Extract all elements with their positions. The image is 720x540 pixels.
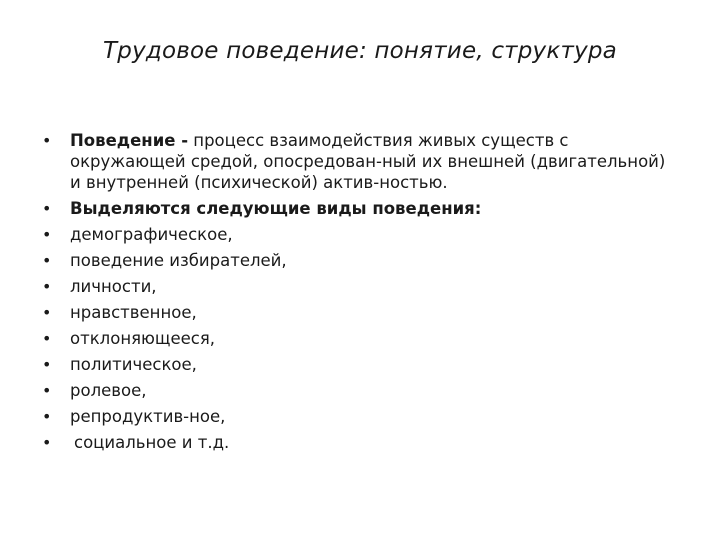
list-item — [40, 276, 680, 297]
definition-term: Поведение - — [70, 131, 189, 150]
list-item-definition — [40, 130, 680, 193]
list-item — [40, 302, 680, 323]
bullet-icon: • — [42, 225, 52, 244]
list-item-label: репродуктив-ное, — [70, 407, 226, 426]
list-item — [40, 224, 680, 245]
list-item-label: личности, — [70, 277, 157, 296]
list-item-label: политическое, — [70, 355, 197, 374]
bullet-icon: • — [42, 251, 52, 270]
definition-text: процесс взаимодействия живых существ с окружающей средой, опосредован-ный их внешней (двигательной) и внутренней (психической) актив-ностью. — [70, 131, 666, 192]
list-item-label: социальное и т.д. — [74, 433, 230, 452]
list-item-types-heading — [40, 198, 680, 219]
bullet-icon: • — [42, 381, 52, 400]
list-item — [40, 354, 680, 375]
bullet-icon: • — [42, 407, 52, 426]
list-item-label: отклоняющееся, — [70, 329, 216, 348]
bullet-icon: • — [42, 277, 52, 296]
bullet-icon: • — [42, 131, 52, 150]
bullet-icon: • — [42, 303, 52, 322]
list-item-label: демографическое, — [70, 225, 233, 244]
list-item — [40, 250, 680, 271]
bullet-list — [40, 130, 680, 458]
types-heading: Выделяются следующие виды поведения: — [70, 199, 482, 218]
list-item — [40, 380, 680, 401]
list-item — [40, 406, 680, 427]
list-item-label: поведение избирателей, — [70, 251, 287, 270]
list-item — [40, 432, 680, 453]
bullet-icon: • — [42, 355, 52, 374]
list-item-label: ролевое, — [70, 381, 147, 400]
list-item — [40, 328, 680, 349]
bullet-icon: • — [42, 329, 52, 348]
slide-title: Трудовое поведение: понятие, структура — [103, 38, 617, 64]
bullet-icon: • — [42, 199, 52, 218]
list-item-label: нравственное, — [70, 303, 197, 322]
bullet-icon: • — [42, 433, 52, 452]
